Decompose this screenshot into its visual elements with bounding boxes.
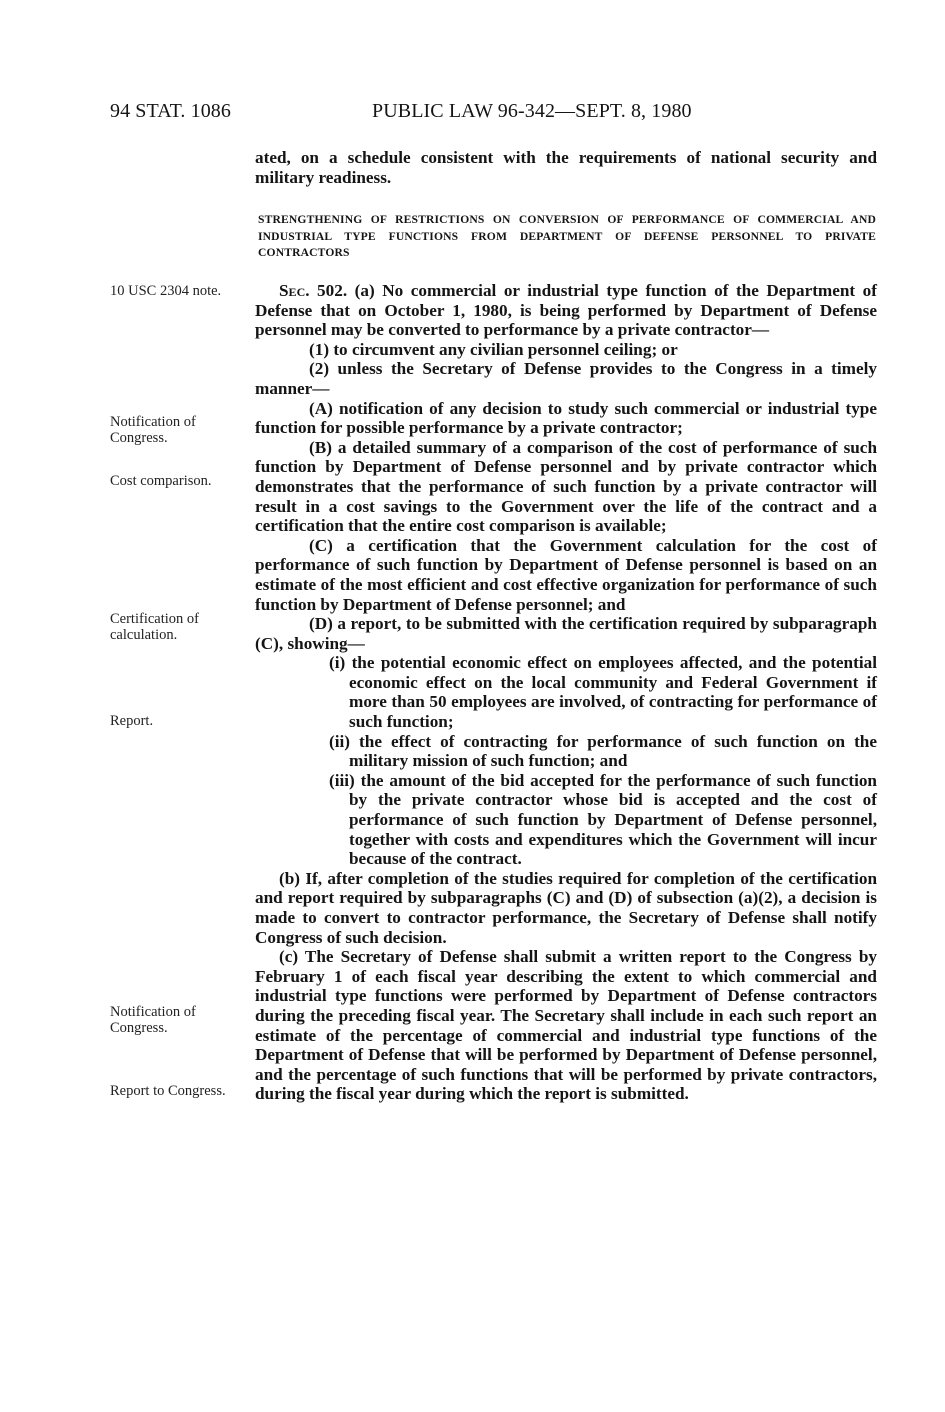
subsection-b: (b) If, after completion of the studies required for completion of the certification and report required by subparagraphs (C) and (D) of subsection (a)(2), a decision is made to convert to contractor performance, the Secretary of Defense shall notify Congress of such decision. [255,868,877,947]
clause-ii: (ii) the effect of contracting for performance of such function on the military mission of such function; and [329,731,877,771]
statute-page-number: 94 STAT. 1086 [110,100,231,122]
clause-iii: (iii) the amount of the bid accepted for the performance of such function by the private contractor whose bid is accepted and the cost of performance of such function by Department of Defense personnel, together with costs and expenditures which the Government will incur because of the contract. [329,770,877,869]
subsection-c: (c) The Secretary of Defense shall submit a written report to the Congress by February 1 of each fiscal year describing the extent to which commercial and industrial type functions were performed by Department of Defense contractors during the preceding fiscal year. The Secretary shall include in each such report an estimate of the percentage of commercial and industrial type functions of the Department of Defense that will be performed by Department of Defense personnel, and the percentage of such functions that will be performed by private contractors, during the fiscal year during which the report is submitted. [255,947,877,1104]
subsection-a [255,281,877,340]
subparagraph-D: (D) a report, to be submitted with the certification required by subparagraph (C), showing— [255,614,877,653]
paragraph-a1: (1) to circumvent any civilian personnel ceiling; or [309,339,678,359]
margin-note-report: Report. [110,713,154,729]
paragraph-a2: (2) unless the Secretary of Defense provides to the Congress in a timely manner— [255,359,877,398]
margin-note-notification: Notification of Congress. [110,414,196,446]
public-law-header: PUBLIC LAW 96-342—SEPT. 8, 1980 [372,100,692,122]
section-heading: STRENGTHENING OF RESTRICTIONS ON CONVERSION OF PERFORMANCE OF COMMERCIAL AND INDUSTRIAL TYPE FUNCTIONS FROM DEPARTMENT OF DEFENSE PERSONNEL TO PRIVATE CONTRACTORS [258,213,876,259]
clause-i: (i) the potential economic effect on employees affected, and the potential economic effect on the local community and Federal Government if more than 50 employees are involved, of contracting for performance of such function; [329,653,877,732]
margin-note-usc: 10 USC 2304 note. [110,283,222,299]
subparagraph-C: (C) a certification that the Government calculation for the cost of performance of such function by Department of Defense personnel is based on an estimate of the most efficient and cost effective organization for performance of such function by Department of Defense personnel; and [255,535,877,614]
subparagraph-B: (B) a detailed summary of a comparison of the cost of performance of such function by Department of Defense personnel and by private contractor which demonstrates that the performance of such function by a private contractor will result in a cost savings to the Government over the life of the contract and a certification that the entire cost comparison is available; [255,437,877,536]
intro-paragraph: ated, on a schedule consistent with the requirements of national security and military readiness. [255,148,877,187]
margin-note-notification-2: Notification of Congress. [110,1004,196,1036]
margin-note-certification: Certification of calculation. [110,611,199,643]
section-body [255,281,877,1104]
section-label: Sec. [279,281,310,300]
subparagraph-A: (A) notification of any decision to study such commercial or industrial type function for possible performance by a private contractor; [255,398,877,438]
margin-note-cost-comparison: Cost comparison. [110,473,212,489]
subsection-a-text: 502. (a) No commercial or industrial type function of the Department of Defense that on October 1, 1980, is being performed by Department of Defense personnel may be converted to performance by a private contractor— [255,281,877,340]
margin-note-report-to-congress: Report to Congress. [110,1083,226,1099]
